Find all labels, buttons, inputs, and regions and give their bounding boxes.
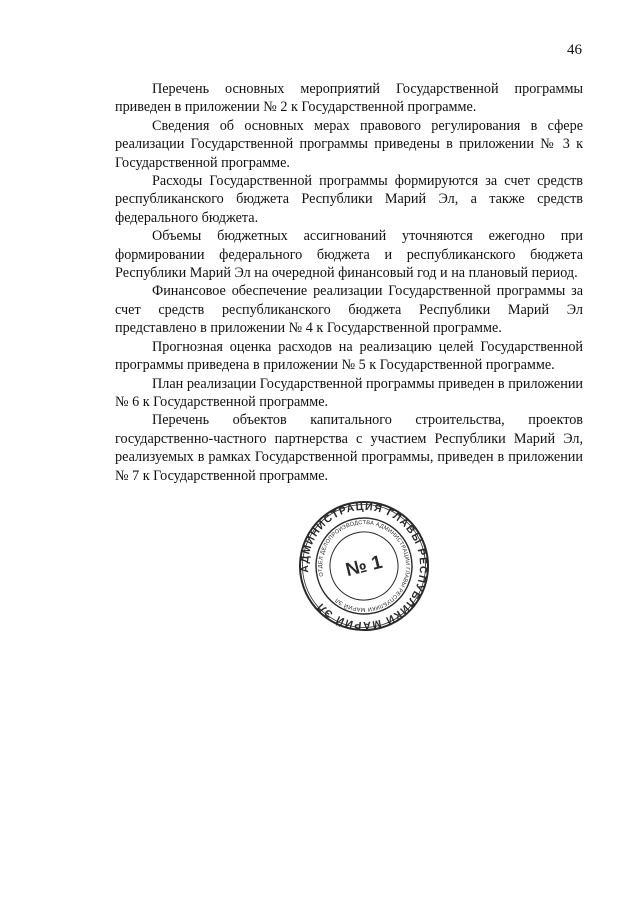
paragraph-forecast: Прогнозная оценка расходов на реализацию целей Государственной программы приведена в приложении № 5 к Государственной программе. (115, 338, 583, 374)
stamp-inner-text: ОТДЕЛ ДЕЛОПРОИЗВОДСТВА АДМИНИСТРАЦИИ ГЛАВЫ РЕСПУБЛИКИ МАРИЙ ЭЛ (317, 519, 411, 613)
paragraph-activities-list: Перечень основных мероприятий Государственной программы приведен в приложении № 2 к Государственной программе. (115, 81, 583, 116)
page-number: 46 (567, 42, 582, 58)
paragraph-implementation-plan: План реализации Государственной программы приведен в приложении № 6 к Государственной программе. (115, 375, 583, 410)
stamp-graphic (298, 500, 430, 632)
paragraph-financial-support: Финансовое обеспечение реализации Государственной программы за счет средств республиканского бюджета Республики Марий Эл представлено в приложении № 4 к Государственной программе. (115, 283, 583, 337)
paragraph-legal-regulation: Сведения об основных мерах правового регулирования в сфере реализации Государственной программы приведены в приложении № 3 к Государственной программе. (115, 117, 583, 171)
paragraph-expenses: Расходы Государственной программы формируются за счет средств республиканского бюджета Республики Марий Эл, а также средств федерального бюджета. (115, 173, 583, 226)
stamp-center-text: № 1 (343, 551, 385, 582)
paragraph-budget-allocations: Объемы бюджетных ассигнований уточняются ежегодно при формировании федерального бюджета и республиканского бюджета Республики Марий Эл на очередной финансовый год и на плановый период. (115, 228, 583, 282)
stamp-outer-text: АДМИНИСТРАЦИЯ ГЛАВЫ РЕСПУБЛИКИ МАРИЙ ЭЛ (298, 500, 430, 632)
paragraph-construction-objects: Перечень объектов капитального строительства, проектов государственно-частного партнерства с участием Республики Марий Эл, реализуемых в рамках Государственной программы, приведен в приложении № 7 к Государственной программе. (115, 412, 583, 484)
document-body (115, 80, 583, 485)
official-stamp (298, 500, 430, 632)
